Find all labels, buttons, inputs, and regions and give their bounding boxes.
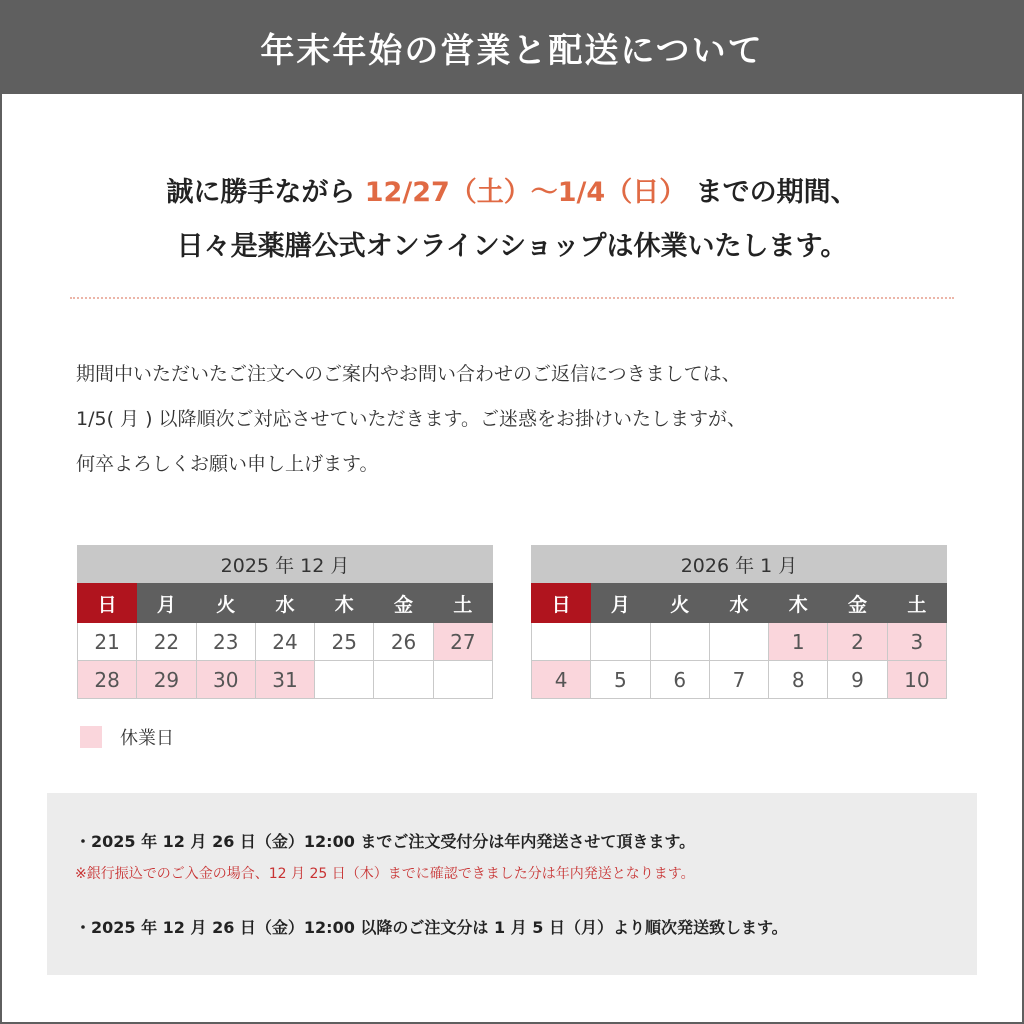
legend (80, 724, 174, 750)
closed-day-cell: 10 (887, 661, 946, 699)
announcement-suffix: までの期間、 (695, 177, 858, 208)
closed-day-cell: 29 (137, 661, 196, 699)
calendar-january (531, 545, 947, 699)
day-cell: 23 (196, 623, 255, 661)
legend-label: 休業日 (120, 728, 174, 749)
closed-day-cell: 30 (196, 661, 255, 699)
calendar-december (77, 545, 493, 699)
weekday-header: 水 (709, 584, 768, 623)
closure-dates: 12/27（土）〜1/4（日） (364, 177, 687, 208)
weekday-header: 日 (532, 584, 591, 623)
closed-day-cell: 3 (887, 623, 946, 661)
calendar-week-row (532, 661, 947, 699)
calendar-week-row (532, 623, 947, 661)
closed-day-cell: 2 (828, 623, 887, 661)
announcement-prefix: 誠に勝手ながら (166, 177, 356, 208)
body-line: 期間中いただいたご注文へのご案内やお問い合わせのご返信につきましては、 (76, 363, 741, 385)
calendar-title: 2026 年 1 月 (531, 545, 947, 583)
announcement-line-2: 日々是薬膳公式オンラインショップは休業いたします。 (176, 231, 848, 262)
calendar-grid (77, 583, 493, 699)
closed-day-cell: 4 (532, 661, 591, 699)
notice-line-2: ・2025 年 12 月 26 日（金）12:00 以降のご注文分は 1 月 5 日（月）より順次発送致します。 (75, 918, 788, 937)
day-cell: 6 (650, 661, 709, 699)
day-cell (532, 623, 591, 661)
weekday-header: 月 (137, 584, 196, 623)
day-cell: 26 (374, 623, 433, 661)
body-text (76, 352, 956, 487)
day-cell: 8 (769, 661, 828, 699)
closed-day-cell: 1 (769, 623, 828, 661)
weekday-header: 金 (828, 584, 887, 623)
weekday-header: 火 (196, 584, 255, 623)
calendar-title: 2025 年 12 月 (77, 545, 493, 583)
closed-day-cell: 27 (433, 623, 492, 661)
calendar-grid (531, 583, 947, 699)
day-cell (374, 661, 433, 699)
calendar-week-row (78, 623, 493, 661)
day-cell (650, 623, 709, 661)
closed-day-cell: 28 (78, 661, 137, 699)
weekday-header: 水 (255, 584, 314, 623)
weekday-header: 月 (591, 584, 650, 623)
notice-line-1: ・2025 年 12 月 26 日（金）12:00 までご注文受付分は年内発送させて頂きます。 (75, 832, 696, 851)
weekday-row (78, 584, 493, 623)
notice-note: ※銀行振込でのご入金の場合、12 月 25 日（木）までに確認できました分は年内発送となります。 (75, 866, 695, 882)
dotted-divider (70, 297, 954, 299)
calendar-week-row (78, 661, 493, 699)
day-cell: 7 (709, 661, 768, 699)
day-cell: 22 (137, 623, 196, 661)
page-title: 年末年始の営業と配送について (260, 30, 764, 71)
day-cell: 24 (255, 623, 314, 661)
day-cell: 21 (78, 623, 137, 661)
weekday-header: 火 (650, 584, 709, 623)
weekday-header: 木 (315, 584, 374, 623)
closure-announcement (0, 166, 1024, 274)
day-cell (591, 623, 650, 661)
weekday-header: 木 (769, 584, 828, 623)
closed-day-cell: 31 (255, 661, 314, 699)
announcement-line-1 (0, 166, 1024, 220)
day-cell: 5 (591, 661, 650, 699)
day-cell: 9 (828, 661, 887, 699)
weekday-header: 金 (374, 584, 433, 623)
body-line: 何卒よろしくお願い申し上げます。 (76, 453, 379, 475)
weekday-header: 土 (887, 584, 946, 623)
day-cell: 25 (315, 623, 374, 661)
header-bar (0, 0, 1024, 94)
day-cell (709, 623, 768, 661)
weekday-header: 土 (433, 584, 492, 623)
weekday-row (532, 584, 947, 623)
shipping-notice (47, 793, 977, 975)
day-cell (315, 661, 374, 699)
body-line: 1/5( 月 ) 以降順次ご対応させていただきます。ご迷惑をお掛けいたしますが、 (76, 408, 747, 430)
day-cell (433, 661, 492, 699)
weekday-header: 日 (78, 584, 137, 623)
closed-day-swatch (80, 726, 102, 748)
